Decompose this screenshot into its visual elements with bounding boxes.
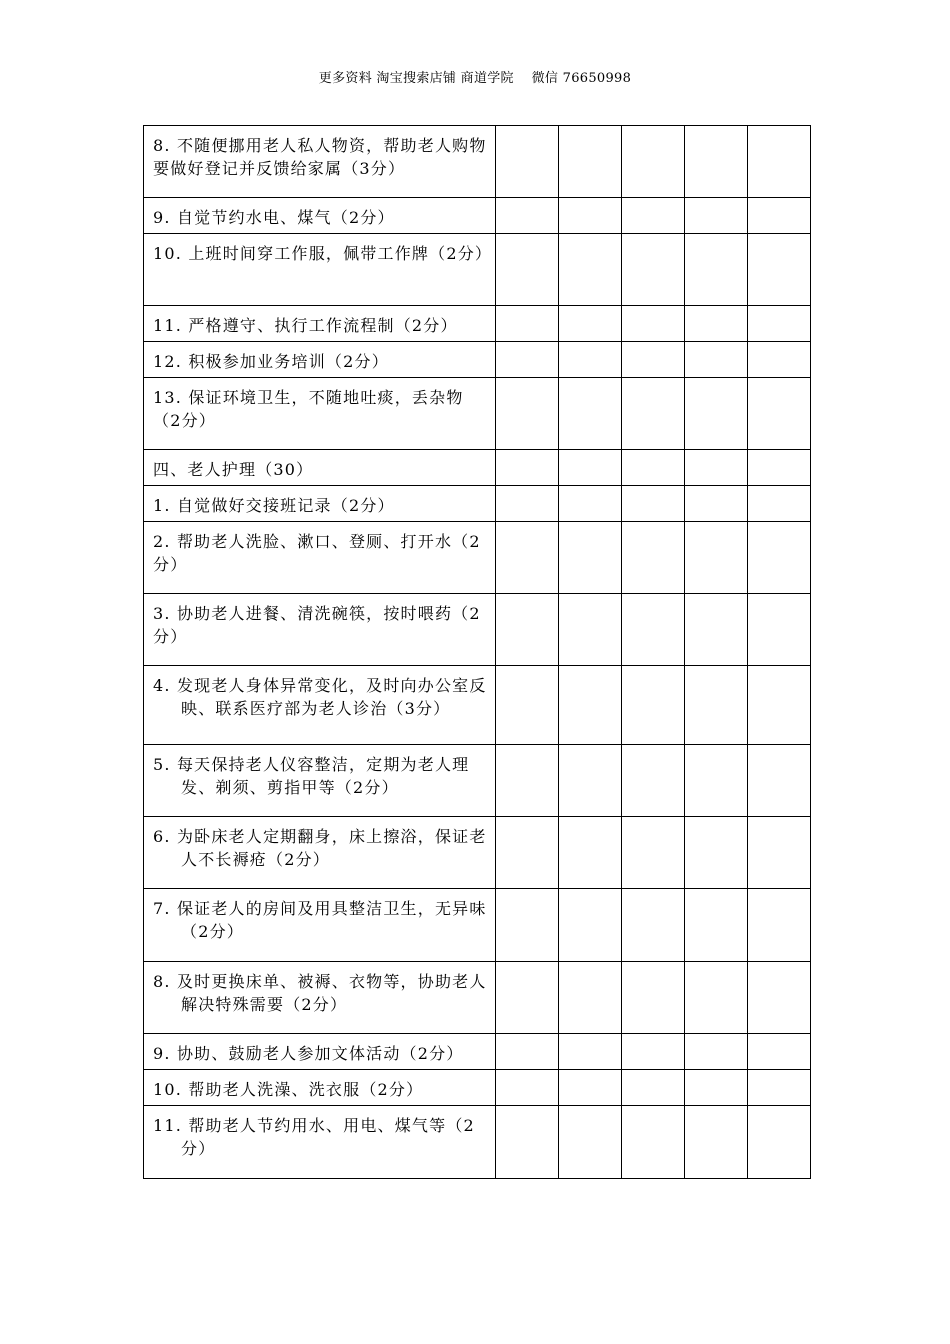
score-cell[interactable] <box>496 666 559 745</box>
score-cell[interactable] <box>748 1034 811 1070</box>
section-heading-cell: 四、老人护理（30） <box>144 450 496 486</box>
score-cell[interactable] <box>496 126 559 198</box>
criteria-cell: 10. 帮助老人洗澡、洗衣服（2分） <box>144 1070 496 1106</box>
score-cell[interactable] <box>622 594 685 666</box>
score-cell[interactable] <box>685 378 748 450</box>
score-cell[interactable] <box>748 198 811 234</box>
score-cell[interactable] <box>622 889 685 962</box>
score-cell[interactable] <box>559 450 622 486</box>
score-cell[interactable] <box>496 522 559 594</box>
score-cell[interactable] <box>685 889 748 962</box>
score-cell[interactable] <box>685 666 748 745</box>
score-cell[interactable] <box>622 126 685 198</box>
score-cell[interactable] <box>559 889 622 962</box>
score-cell[interactable] <box>748 450 811 486</box>
score-cell[interactable] <box>559 126 622 198</box>
score-cell[interactable] <box>622 378 685 450</box>
score-cell[interactable] <box>748 817 811 889</box>
table-row <box>144 889 811 962</box>
score-cell[interactable] <box>496 378 559 450</box>
score-cell[interactable] <box>622 450 685 486</box>
score-cell[interactable] <box>559 522 622 594</box>
page-header: 更多资料 淘宝搜索店铺 商道学院 微信 76650998 <box>318 71 632 86</box>
score-cell[interactable] <box>496 962 559 1034</box>
table-row <box>144 1106 811 1179</box>
criteria-cell: 5. 每天保持老人仪容整洁，定期为老人理发、剃须、剪指甲等（2分） <box>144 745 496 817</box>
table-row <box>144 1070 811 1106</box>
score-cell[interactable] <box>685 1070 748 1106</box>
criteria-cell: 11. 严格遵守、执行工作流程制（2分） <box>144 306 496 342</box>
score-cell[interactable] <box>496 198 559 234</box>
score-cell[interactable] <box>559 1070 622 1106</box>
criteria-cell: 3. 协助老人进餐、清洗碗筷，按时喂药（2分） <box>144 594 496 666</box>
score-cell[interactable] <box>685 745 748 817</box>
score-cell[interactable] <box>748 594 811 666</box>
criteria-cell: 8. 及时更换床单、被褥、衣物等，协助老人解决特殊需要（2分） <box>144 962 496 1034</box>
criteria-cell: 8. 不随便挪用老人私人物资，帮助老人购物要做好登记并反馈给家属（3分） <box>144 126 496 198</box>
score-cell[interactable] <box>685 450 748 486</box>
table-row <box>144 306 811 342</box>
table-row <box>144 745 811 817</box>
score-cell[interactable] <box>748 1070 811 1106</box>
score-cell[interactable] <box>559 1106 622 1179</box>
score-cell[interactable] <box>685 1106 748 1179</box>
score-cell[interactable] <box>622 1106 685 1179</box>
score-cell[interactable] <box>559 342 622 378</box>
criteria-cell: 1. 自觉做好交接班记录（2分） <box>144 486 496 522</box>
criteria-cell: 9. 协助、鼓励老人参加文体活动（2分） <box>144 1034 496 1070</box>
score-cell[interactable] <box>496 486 559 522</box>
score-cell[interactable] <box>748 378 811 450</box>
score-cell[interactable] <box>685 594 748 666</box>
table-row <box>144 817 811 889</box>
table-row <box>144 342 811 378</box>
score-cell[interactable] <box>559 1034 622 1070</box>
score-cell[interactable] <box>559 666 622 745</box>
criteria-cell: 9. 自觉节约水电、煤气（2分） <box>144 198 496 234</box>
score-cell[interactable] <box>748 306 811 342</box>
score-cell[interactable] <box>748 962 811 1034</box>
score-cell[interactable] <box>559 962 622 1034</box>
criteria-cell: 6. 为卧床老人定期翻身，床上擦浴，保证老人不长褥疮（2分） <box>144 817 496 889</box>
score-cell[interactable] <box>496 594 559 666</box>
criteria-cell: 4. 发现老人身体异常变化，及时向办公室反映、联系医疗部为老人诊治（3分） <box>144 666 496 745</box>
table-row <box>144 198 811 234</box>
score-cell[interactable] <box>748 1106 811 1179</box>
score-cell[interactable] <box>622 817 685 889</box>
score-cell[interactable] <box>622 745 685 817</box>
table-row <box>144 962 811 1034</box>
score-cell[interactable] <box>685 1034 748 1070</box>
score-cell[interactable] <box>748 486 811 522</box>
score-cell[interactable] <box>685 522 748 594</box>
score-cell[interactable] <box>622 522 685 594</box>
evaluation-table <box>143 125 811 1179</box>
criteria-cell: 7. 保证老人的房间及用具整洁卫生，无异味（2分） <box>144 889 496 962</box>
score-cell[interactable] <box>559 234 622 306</box>
score-cell[interactable] <box>622 198 685 234</box>
score-cell[interactable] <box>622 1070 685 1106</box>
criteria-cell: 12. 积极参加业务培训（2分） <box>144 342 496 378</box>
table-row <box>144 378 811 450</box>
score-cell[interactable] <box>496 342 559 378</box>
score-cell[interactable] <box>685 306 748 342</box>
score-cell[interactable] <box>559 306 622 342</box>
score-cell[interactable] <box>622 234 685 306</box>
score-cell[interactable] <box>622 666 685 745</box>
score-cell[interactable] <box>622 342 685 378</box>
table-row <box>144 486 811 522</box>
score-cell[interactable] <box>685 234 748 306</box>
score-cell[interactable] <box>685 198 748 234</box>
score-cell[interactable] <box>748 342 811 378</box>
score-cell[interactable] <box>496 306 559 342</box>
score-cell[interactable] <box>559 817 622 889</box>
criteria-cell: 11. 帮助老人节约用水、用电、煤气等（2分） <box>144 1106 496 1179</box>
score-cell[interactable] <box>748 745 811 817</box>
score-cell[interactable] <box>559 745 622 817</box>
score-cell[interactable] <box>685 962 748 1034</box>
score-cell[interactable] <box>748 522 811 594</box>
table-row <box>144 126 811 198</box>
score-cell[interactable] <box>748 126 811 198</box>
score-cell[interactable] <box>622 962 685 1034</box>
table-row <box>144 666 811 745</box>
score-cell[interactable] <box>496 889 559 962</box>
score-cell[interactable] <box>622 1034 685 1070</box>
score-cell[interactable] <box>559 594 622 666</box>
table-row <box>144 450 811 486</box>
score-cell[interactable] <box>496 1034 559 1070</box>
score-cell[interactable] <box>685 486 748 522</box>
table-row <box>144 522 811 594</box>
table-row <box>144 234 811 306</box>
score-cell[interactable] <box>748 234 811 306</box>
score-cell[interactable] <box>496 1106 559 1179</box>
score-cell[interactable] <box>622 486 685 522</box>
score-cell[interactable] <box>748 889 811 962</box>
score-cell[interactable] <box>748 666 811 745</box>
table-row <box>144 1034 811 1070</box>
score-cell[interactable] <box>496 1070 559 1106</box>
score-cell[interactable] <box>622 306 685 342</box>
score-cell[interactable] <box>496 234 559 306</box>
score-cell[interactable] <box>559 378 622 450</box>
score-cell[interactable] <box>685 342 748 378</box>
score-cell[interactable] <box>496 450 559 486</box>
score-cell[interactable] <box>685 817 748 889</box>
table-row <box>144 594 811 666</box>
criteria-cell: 10. 上班时间穿工作服，佩带工作牌（2分） <box>144 234 496 306</box>
score-cell[interactable] <box>496 817 559 889</box>
score-cell[interactable] <box>685 126 748 198</box>
criteria-cell: 13. 保证环境卫生，不随地吐痰，丢杂物（2分） <box>144 378 496 450</box>
score-cell[interactable] <box>559 198 622 234</box>
score-cell[interactable] <box>496 745 559 817</box>
criteria-cell: 2. 帮助老人洗脸、漱口、登厕、打开水（2分） <box>144 522 496 594</box>
score-cell[interactable] <box>559 486 622 522</box>
